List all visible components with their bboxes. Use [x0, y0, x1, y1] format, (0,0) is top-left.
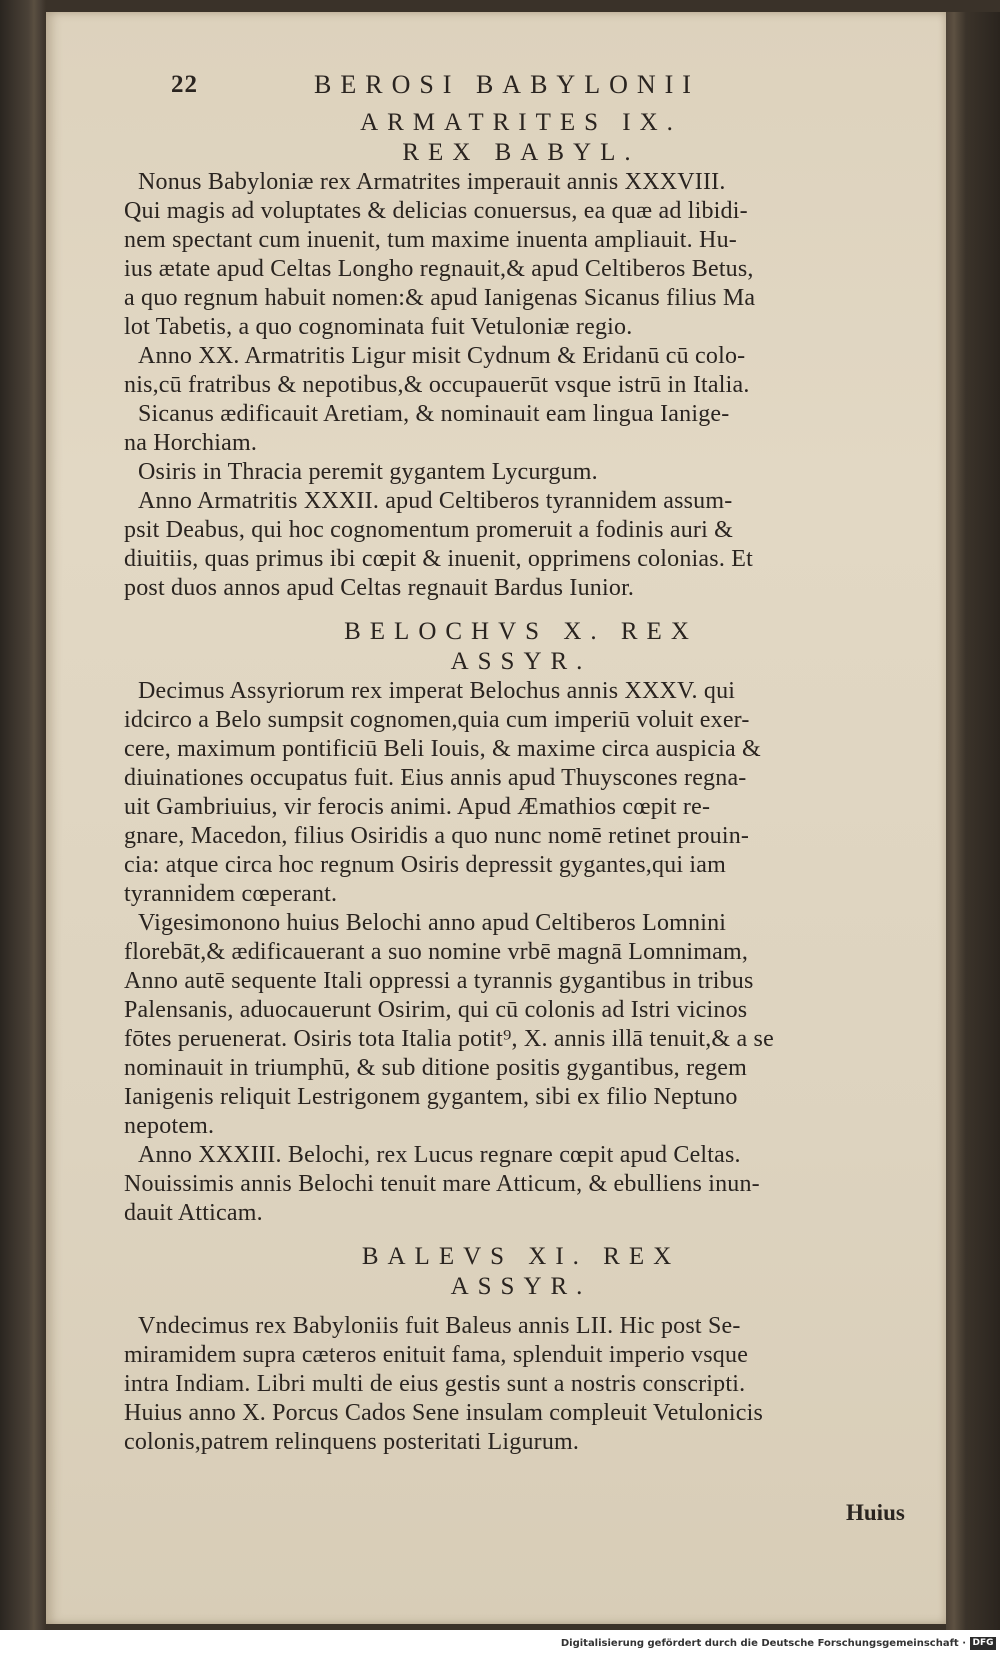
text-line: psit Deabus, qui hoc cognomentum promeruit a fodinis auri & [124, 517, 734, 543]
text-line: uit Gambriuius, vir ferocis animi. Apud Æmathios cœpit re- [124, 794, 711, 820]
paragraph [124, 487, 918, 603]
text-line: post duos annos apud Celtas regnauit Bardus Iunior. [124, 575, 635, 601]
text-line: Nonus Babyloniæ rex Armatrites imperauit annis XXXVIII. [138, 169, 726, 195]
text-line: na Horchiam. [124, 430, 258, 456]
text-line: tyrannidem cœperant. [124, 881, 338, 907]
section-heading: BALEVS XI. REX [361, 1243, 681, 1270]
text-line: ius ætate apud Celtas Longho regnauit,& apud Celtiberos Betus, [124, 256, 754, 282]
digitization-footer [0, 1630, 1000, 1659]
text-line: fōtes peruenerat. Osiris tota Italia potit⁹, X. annis illā tenuit,& a se [124, 1026, 774, 1052]
paragraph [124, 909, 918, 1141]
running-head [124, 70, 918, 104]
text-line: intra Indiam. Libri multi de eius gestis sunt a nostris conscripti. [124, 1371, 746, 1397]
section-heading: ARMATRITES IX. [360, 109, 682, 136]
text-line: Decimus Assyriorum rex imperat Belochus annis XXXV. qui [138, 678, 736, 704]
text-line: Palensanis, aduocauerunt Osirim, qui cū colonis ad Istri vicinos [124, 997, 748, 1023]
section [124, 108, 918, 603]
section [124, 617, 918, 1228]
page-number: 22 [171, 71, 198, 98]
paragraph [124, 400, 918, 458]
paragraph [124, 342, 918, 400]
text-line: idcirco a Belo sumpsit cognomen,quia cum imperiū voluit exer- [124, 707, 750, 733]
text-line: gnare, Macedon, filius Osiridis a quo nunc nomē retinet prouin- [124, 823, 750, 849]
catchword: Huius [846, 1500, 905, 1525]
dfg-logo: DFG [970, 1637, 996, 1650]
text-line: nepotem. [124, 1113, 215, 1139]
text-sections [124, 108, 918, 1457]
text-line: miramidem supra cæteros enituit fama, splenduit imperio vsque [124, 1342, 749, 1368]
text-line: Huius anno X. Porcus Cados Sene insulam compleuit Vetulonicis [124, 1400, 764, 1426]
text-line: Vndecimus rex Babyloniis fuit Baleus annis LII. Hic post Se- [138, 1313, 741, 1339]
paragraph [124, 1141, 918, 1228]
section [124, 1242, 918, 1457]
paragraph [124, 458, 918, 487]
text-line: Anno Armatritis XXXII. apud Celtiberos tyrannidem assum- [138, 488, 733, 514]
text-line: nominauit in triumphū, & sub ditione positis gygantibus, regem [124, 1055, 748, 1081]
section-heading: BELOCHVS X. REX [344, 618, 698, 645]
section-heading: ASSYR. [450, 1273, 592, 1300]
text-line: nem spectant cum inuenit, tum maxime inuenta ampliauit. Hu- [124, 227, 737, 253]
text-line: lot Tabetis, a quo cognominata fuit Vetuloniæ regio. [124, 314, 633, 340]
text-line: cia: atque circa hoc regnum Osiris depressit gygantes,qui iam [124, 852, 727, 878]
text-line: dauit Atticam. [124, 1200, 263, 1226]
text-line: a quo regnum habuit nomen:& apud Ianigenas Sicanus filius Ma [124, 285, 756, 311]
text-line: Nouissimis annis Belochi tenuit mare Atticum, & ebulliens inun- [124, 1171, 760, 1197]
paragraph [124, 168, 918, 342]
page-content [124, 70, 918, 1457]
text-line: Sicanus ædificauit Aretiam, & nominauit eam lingua Ianige- [138, 401, 730, 427]
funding-credit: Digitalisierung gefördert durch die Deutsche Forschungsgemeinschaft · [560, 1638, 966, 1649]
text-line: Osiris in Thracia peremit gygantem Lycurgum. [138, 459, 598, 485]
text-line: colonis,patrem relinquens posteritati Ligurum. [124, 1429, 580, 1455]
running-title: BEROSI BABYLONII [314, 70, 700, 99]
paragraph [124, 1312, 918, 1457]
paragraph [124, 677, 918, 909]
text-line: Anno XX. Armatritis Ligur misit Cydnum & Eridanū cū colo- [138, 343, 746, 369]
section-heading: ASSYR. [450, 648, 592, 675]
book-right-edge [946, 12, 1000, 1630]
text-line: diuinationes occupatus fuit. Eius annis apud Thuyscones regna- [124, 765, 747, 791]
text-line: nis,cū fratribus & nepotibus,& occupauerūt vsque istrū in Italia. [124, 372, 750, 398]
section-heading: REX BABYL. [402, 139, 640, 166]
text-line: cere, maximum pontificiū Beli Iouis, & maxime circa auspicia & [124, 736, 761, 762]
text-line: Ianigenis reliquit Lestrigonem gygantem, sibi ex filio Neptuno [124, 1084, 738, 1110]
text-line: Vigesimonono huius Belochi anno apud Celtiberos Lomnini [138, 910, 727, 936]
text-line: diuitiis, quas primus ibi cœpit & inuenit, opprimens colonias. Et [124, 546, 753, 572]
text-line: Qui magis ad voluptates & delicias conuersus, ea quæ ad libidi- [124, 198, 748, 224]
text-line: Anno XXXIII. Belochi, rex Lucus regnare cœpit apud Celtas. [138, 1142, 741, 1168]
text-line: florebāt,& ædificauerant a suo nomine vrbē magnā Lomnimam, [124, 939, 749, 965]
text-line: Anno autē sequente Itali oppressi a tyrannis gygantibus in tribus [124, 968, 754, 994]
